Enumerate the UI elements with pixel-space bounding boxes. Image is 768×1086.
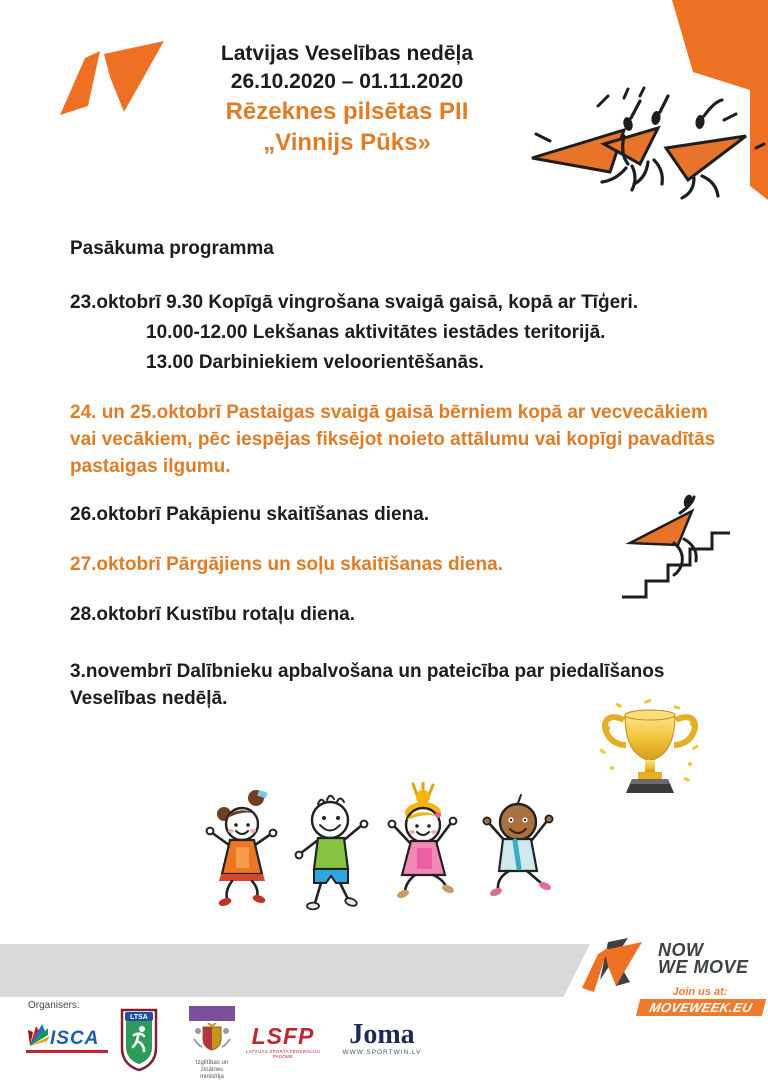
organisation-name: Rēzeknes pilsētas PII bbox=[225, 98, 469, 125]
joma-subtext: WWW.SPORTWIN.LV bbox=[342, 1049, 422, 1056]
join-us-label: Join us at: bbox=[672, 986, 728, 998]
dancers-illustration bbox=[528, 86, 766, 226]
nwm-line2: WE MOVE bbox=[658, 957, 749, 977]
isca-wordmark: ISCA bbox=[50, 1028, 100, 1049]
program-day23-line3: 13.00 Darbiniekiem veloorientēšanās. bbox=[146, 352, 484, 373]
program-day28: 28.oktobrī Kustību rotaļu diena. bbox=[70, 604, 356, 625]
moveweek-banner bbox=[636, 999, 766, 1016]
ltsa-wordmark: LTSA bbox=[130, 1014, 148, 1021]
event-dates: 26.10.2020 – 01.11.2020 bbox=[230, 70, 464, 93]
nowwemove-wordmark bbox=[658, 942, 749, 976]
ministry-name-line2: ministrija bbox=[200, 1074, 224, 1080]
isca-starburst-icon bbox=[26, 1022, 50, 1048]
kids-illustration bbox=[198, 782, 578, 927]
program-day3nov: 3.novembrī Dalībnieku apbalvošana un pateicība par piedalīšanos Veselības nedēļā. bbox=[70, 661, 665, 709]
program-heading: Pasākuma programma bbox=[70, 238, 274, 259]
organisers-label: Organisers: bbox=[28, 1000, 80, 1011]
ministry-name-line1: Izglītības un zinātnes bbox=[195, 1060, 229, 1073]
program-day24-25: 24. un 25.oktobrī Pastaigas svaigā gaisā bērniem kopā ar vecvecākiem vai vecākiem, pēc iespējas fiksējot noieto attālumu vai kopīgi pavadītās pastaigas ilgumu. bbox=[70, 402, 716, 477]
lsfp-wordmark: LSFP bbox=[251, 1023, 315, 1049]
lsfp-subtext: LATVIJAS SPORTA FEDERĀCIJU PADOME bbox=[245, 1049, 321, 1059]
gray-band-decoration bbox=[0, 944, 590, 997]
ministry-flag-icon bbox=[189, 1006, 235, 1021]
joma-logo bbox=[336, 1019, 428, 1056]
program-day26: 26.oktobrī Pakāpienu skaitīšanas diena. bbox=[70, 504, 430, 525]
joma-wordmark: Joma bbox=[349, 1019, 415, 1050]
nwm-line1: NOW bbox=[658, 940, 704, 960]
trophy-illustration bbox=[594, 698, 706, 806]
program-day27: 27.oktobrī Pārgājiens un soļu skaitīšanas diena. bbox=[70, 554, 503, 575]
program-day23-line1: 23.oktobrī 9.30 Kopīgā vingrošana svaigā gaisā, kopā ar Tīģeri. bbox=[70, 292, 639, 313]
isca-logo bbox=[26, 1022, 112, 1053]
organisation-name-2: „Vinnijs Pūks» bbox=[263, 129, 431, 156]
ministry-logo bbox=[184, 1006, 240, 1081]
program-day23 bbox=[70, 288, 760, 378]
ltsa-logo bbox=[120, 1008, 158, 1072]
moveweek-url: MOVEWEEK.EU bbox=[647, 1000, 754, 1015]
stairs-figure-illustration bbox=[616, 483, 736, 608]
program-day23-line2: 10.00-12.00 Lekšanas aktivitātes iestādes teritorijā. bbox=[146, 322, 606, 343]
lsfp-logo bbox=[243, 1023, 323, 1059]
event-title: Latvijas Veselības nedēļa bbox=[220, 42, 474, 65]
ministry-coat-of-arms-icon bbox=[191, 1023, 233, 1053]
isca-subtext-bar bbox=[26, 1050, 108, 1053]
